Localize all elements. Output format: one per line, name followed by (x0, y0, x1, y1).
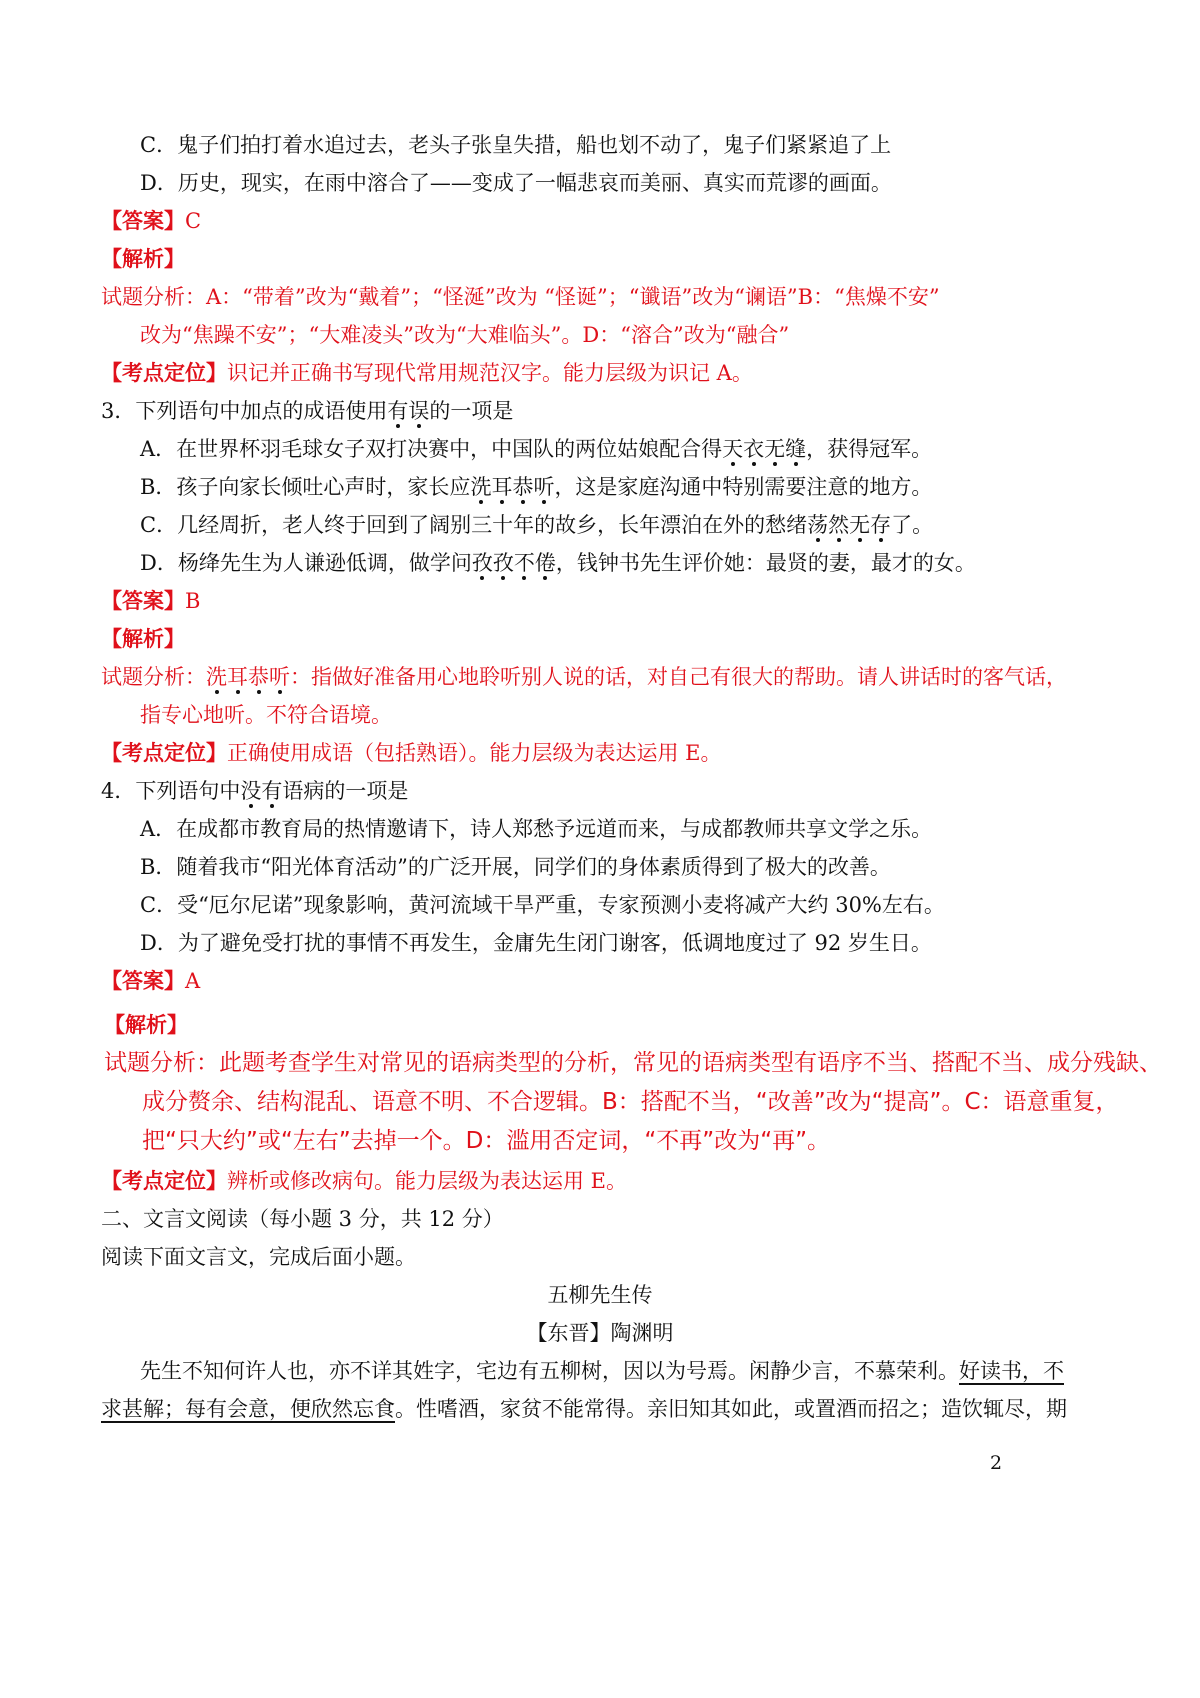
page-number: 2 (990, 1452, 1003, 1474)
q4-stem-suffix: 语病的一项是 (282, 779, 409, 803)
option-suffix: ，这是家庭沟通中特别需要注意的地方。 (554, 475, 933, 499)
option-prefix: A．在世界杯羽毛球女子双打决赛中，中国队的两位姑娘配合得 (140, 437, 723, 461)
q4-stem (101, 776, 408, 806)
analysis-prefix: 试题分析： (101, 665, 206, 689)
q4-option-c: C．受“厄尔尼诺”现象影响，黄河流域干旱严重，专家预测小麦将减产大约 30%左右。 (140, 893, 945, 917)
section-heading: 二、文言文阅读（每小题 3 分，共 12 分） (101, 1207, 504, 1231)
option-suffix: ，获得冠军。 (806, 437, 933, 461)
analysis-rest: ：指做好准备用心地聆听别人说的话，对自己有很大的帮助。请人讲话时的客气话， (290, 665, 1067, 689)
kaodian-text: 识记并正确书写现代常用规范汉字。能力层级为识记 A。 (227, 361, 753, 385)
dotted-char: 洗 (206, 665, 227, 689)
dotted-char: 听 (533, 475, 555, 499)
answer-label: 【答案】 (101, 208, 185, 233)
q4-option-a: A．在成都市教育局的热情邀请下，诗人郑愁予远道而来，与成都教师共享文学之乐。 (140, 817, 933, 841)
passage-line-1 (140, 1356, 1064, 1386)
answer-label: 【答案】 (101, 968, 185, 993)
dotted-char: 不 (513, 551, 535, 575)
q4-kaodian (101, 1166, 627, 1196)
q2-analysis-line1: 试题分析：A：“带着”改为“戴着”；“怪涎”改为 “怪诞”；“谶语”改为“谰语”B：“焦燥不安” (101, 285, 940, 309)
passage-line-2 (101, 1394, 1067, 1424)
dotted-char: 耳 (491, 475, 513, 499)
dotted-char: 无 (849, 513, 871, 537)
passage-text: 。性嗜酒，家贫不能常得。亲旧知其如此，或置酒而招之；造饮辄尽，期 (395, 1397, 1067, 1421)
option-prefix: B．孩子向家长倾吐心声时，家长应 (140, 475, 471, 499)
q3-option-d (140, 548, 976, 578)
q4-stem-dotted-2: 有 (261, 779, 283, 803)
kaodian-label: 【考点定位】 (101, 1168, 227, 1193)
dotted-char: 听 (269, 665, 290, 689)
kaodian-text: 正确使用成语（包括熟语）。能力层级为表达运用 E。 (227, 741, 722, 765)
kaodian-label: 【考点定位】 (101, 740, 227, 765)
section-instruction: 阅读下面文言文，完成后面小题。 (101, 1245, 416, 1269)
q3-stem-suffix: 的一项是 (429, 399, 514, 423)
q4-stem-prefix: 4．下列语句中 (101, 779, 241, 803)
q3-analysis-line2: 指专心地听。不符合语境。 (140, 703, 392, 727)
q2-option-d: D．历史，现实，在雨中溶合了——变成了一幅悲哀而美丽、真实而荒谬的画面。 (140, 171, 892, 195)
q2-analysis-label: 【解析】 (101, 246, 185, 271)
dotted-char: 洗 (470, 475, 492, 499)
dotted-char: 恭 (512, 475, 534, 499)
dotted-char: 倦 (534, 551, 556, 575)
option-suffix: ，钱钟书先生评价她：最贤的妻，最才的女。 (555, 551, 976, 575)
option-suffix: 了。 (891, 513, 934, 537)
underlined-text: 求甚解；每有会意，便欣然忘食 (101, 1397, 395, 1421)
answer-label: 【答案】 (101, 588, 185, 613)
dotted-char: 然 (828, 513, 850, 537)
option-prefix: C．几经周折，老人终于回到了阔别三十年的故乡，长年漂泊在外的愁绪 (140, 513, 808, 537)
dotted-char: 孜 (492, 551, 514, 575)
q4-stem-dotted-1: 没 (240, 779, 262, 803)
q3-stem-prefix: 3．下列语句中加点的成语使用 (101, 399, 388, 423)
dotted-char: 耳 (227, 665, 248, 689)
dotted-char: 孜 (471, 551, 493, 575)
option-prefix: D．杨绛先生为人谦逊低调，做学问 (140, 551, 472, 575)
q4-analysis-label: 【解析】 (104, 1012, 188, 1037)
q4-option-d: D．为了避免受打扰的事情不再发生，金庸先生闭门谢客，低调地度过了 92 岁生日。 (140, 931, 932, 955)
underlined-text: 好读书，不 (959, 1359, 1064, 1383)
dotted-char: 无 (764, 437, 786, 461)
q3-kaodian (101, 738, 722, 768)
q4-analysis-line2: 成分赘余、结构混乱、语意不明、不合逻辑。B：搭配不当，“改善”改为“提高”。C：语意重复， (142, 1089, 1119, 1115)
q3-option-c (140, 510, 933, 540)
answer-value: A (185, 969, 201, 993)
answer-value: C (185, 209, 202, 233)
passage-author: 【东晋】陶渊明 (526, 1321, 674, 1345)
q4-analysis-line3: 把“只大约”或“左右”去掉一个。D：滥用否定词，“不再”改为“再”。 (142, 1128, 831, 1154)
q4-answer (101, 966, 200, 996)
q3-option-b (140, 472, 932, 502)
kaodian-label: 【考点定位】 (101, 360, 227, 385)
q4-analysis-line1: 试题分析：此题考查学生对常见的语病类型的分析，常见的语病类型有语序不当、搭配不当、成分残缺、 (104, 1050, 1162, 1076)
dotted-char: 衣 (743, 437, 765, 461)
passage-text: 先生不知何许人也，亦不详其姓字，宅边有五柳树，因以为号焉。闲静少言，不慕荣利。 (140, 1359, 959, 1383)
dotted-char: 天 (722, 437, 744, 461)
dotted-char: 缝 (785, 437, 807, 461)
dotted-char: 恭 (248, 665, 269, 689)
q2-option-c: C．鬼子们拍打着水追过去，老头子张皇失措，船也划不动了，鬼子们紧紧追了上 (140, 133, 892, 157)
q2-kaodian (101, 358, 753, 388)
q3-stem-dotted-1: 有 (387, 399, 409, 423)
kaodian-text: 辨析或修改病句。能力层级为表达运用 E。 (227, 1169, 628, 1193)
q2-answer (101, 206, 201, 236)
passage-title: 五柳先生传 (547, 1283, 653, 1307)
q3-analysis-label: 【解析】 (101, 626, 185, 651)
q2-analysis-line2: 改为“焦躁不安”；“大难凌头”改为“大难临头”。D：“溶合”改为“融合” (140, 323, 790, 347)
q3-analysis-line1 (101, 662, 1067, 692)
dotted-char: 荡 (807, 513, 829, 537)
q3-stem (101, 396, 513, 426)
q3-stem-dotted-2: 误 (408, 399, 430, 423)
answer-value: B (185, 589, 201, 613)
q4-option-b: B．随着我市“阳光体育活动”的广泛开展，同学们的身体素质得到了极大的改善。 (140, 855, 891, 879)
dotted-char: 存 (870, 513, 892, 537)
q3-answer (101, 586, 200, 616)
q3-option-a (140, 434, 932, 464)
